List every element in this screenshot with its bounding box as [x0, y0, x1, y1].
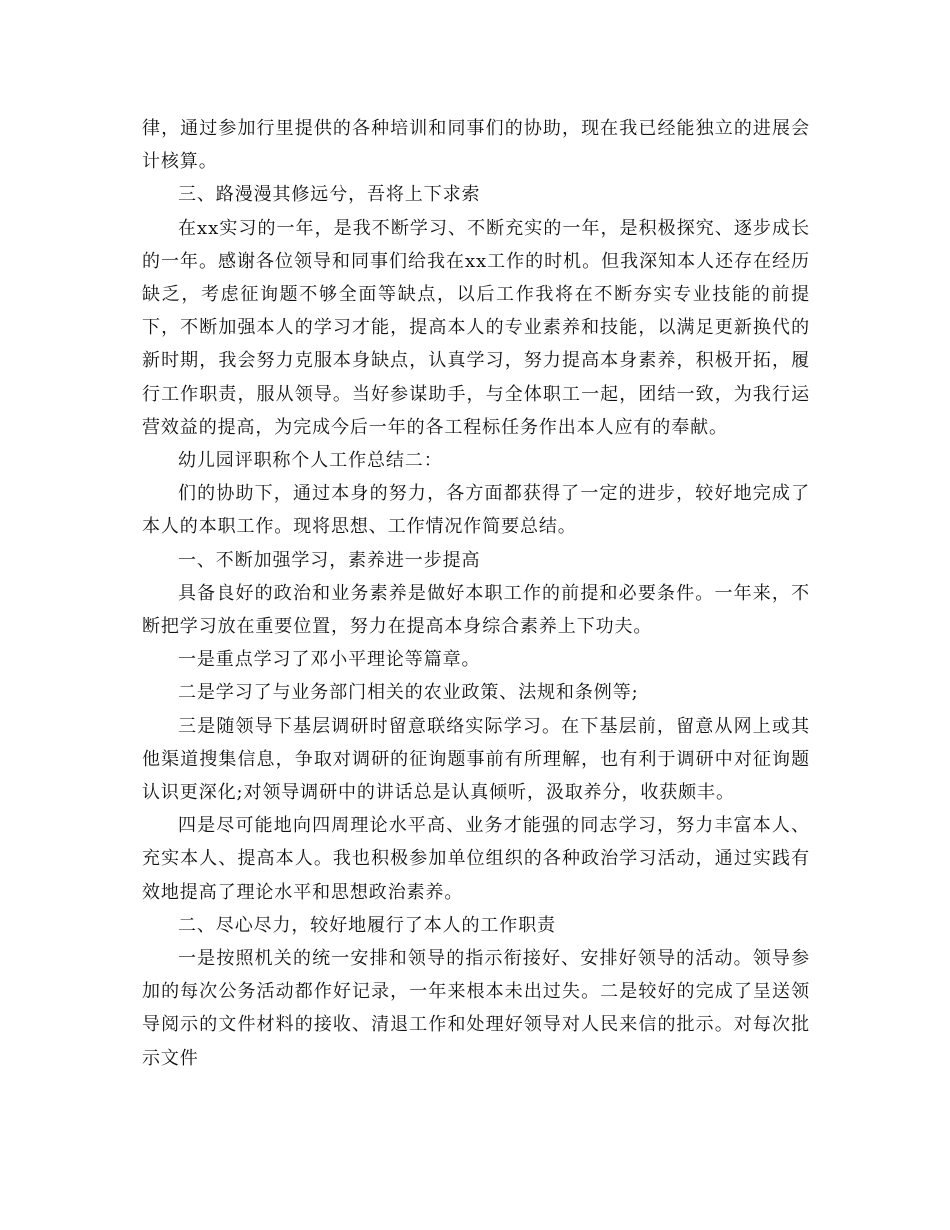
section-heading-2: 二、尽心尽力，较好地履行了本人的工作职责: [178, 914, 556, 936]
paragraph-2: 在xx实习的一年，是我不断学习、不断充实的一年，是积极探究、逐步成长的一年。感谢各位领导和同事们给我在xx工作的时机。但我深知本人还存在经历缺乏，考虑征询题不够全面等缺点，以后工作我将在不断夯实专业技能的前提下，不断加强本人的学习才能，提高本人的专业素养和技能，以满足更新换代的新时期，我会努力克服本身缺点，认真学习，努力提高本身素养，积极开拓，履行工作职责，服从领导。当好参谋助手，与全体职工一起，团结一致，为我行运营效益的提高，为完成今后一年的各工程标任务作出本人应有的奉献。: [142, 217, 810, 438]
list-item-2: 二是学习了与业务部门相关的农业政策、法规和条例等;: [178, 682, 639, 704]
section-heading-1: 一、不断加强学习，素养进一步提高: [178, 549, 481, 571]
list-item-3: 三是随领导下基层调研时留意联络实际学习。在下基层前，留意从网上或其他渠道搜集信息，争取对调研的征询题事前有所理解，也有利于调研中对征询题认识更深化;对领导调研中的讲话总是认真倾听，汲取养分，收获颇丰。: [142, 715, 810, 804]
paragraph-4: 具备良好的政治和业务素养是做好本职工作的前提和必要条件。一年来，不断把学习放在重要位置，努力在提高本身综合素养上下功夫。: [142, 582, 810, 638]
list-item-4: 四是尽可能地向四周理论水平高、业务才能强的同志学习，努力丰富本人、充实本人、提高本人。我也积极参加单位组织的各种政治学习活动，通过实践有效地提高了理论水平和思想政治素养。: [142, 815, 810, 903]
paragraph-1: 律，通过参加行里提供的各种培训和同事们的协助，现在我已经能独立的进展会计核算。: [142, 118, 810, 173]
list-item-1: 一是重点学习了邓小平理论等篇章。: [178, 649, 481, 671]
subtitle-summary-two: 幼儿园评职称个人工作总结二：: [178, 450, 443, 472]
paragraph-3: 们的协助下，通过本身的努力，各方面都获得了一定的进步，较好地完成了本人的本职工作。现将思想、工作情况作简要总结。: [142, 483, 810, 538]
section-heading-3: 三、路漫漫其修远兮，吾将上下求索: [178, 184, 481, 206]
paragraph-5: 一是按照机关的统一安排和领导的指示衔接好、安排好领导的活动。领导参加的每次公务活动都作好记录，一年来根本未出过失。二是较好的完成了呈送领导阅示的文件材料的接收、清退工作和处理好领导对人民来信的批示。对每次批示文件: [142, 948, 810, 1069]
document-body: [142, 112, 810, 1075]
